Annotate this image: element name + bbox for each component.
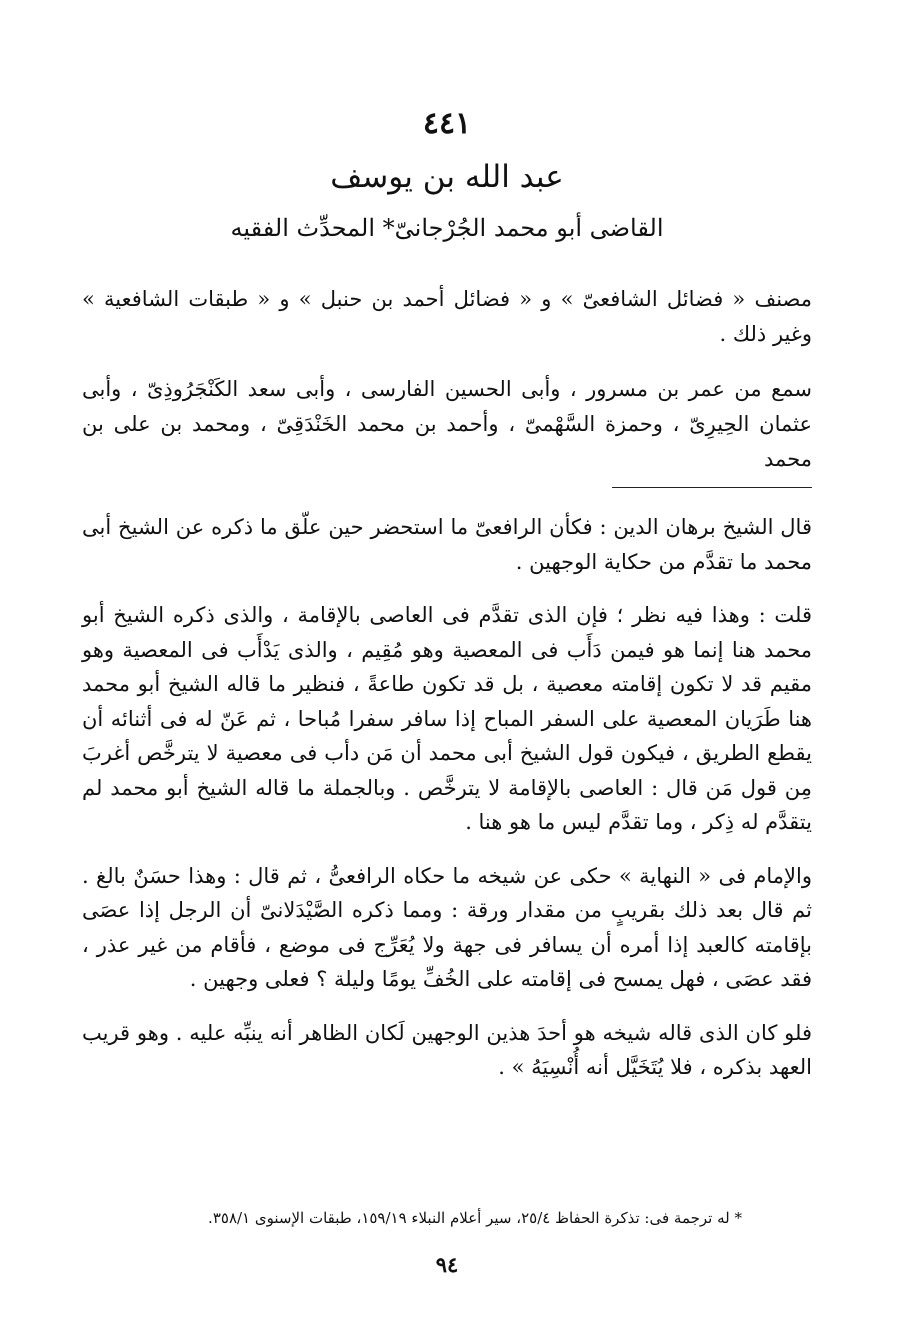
document-page (82, 0, 812, 1317)
body-paragraph: مصنف « فضائل الشافعىّ » و « فضائل أحمد بن حنبل » و « طبقات الشافعية » وغير ذلك . (82, 287, 812, 346)
note-paragraph: والإمام فى « النهاية » حكى عن شيخه ما حكاه الرافعىُّ ، ثم قال : وهذا حسَنٌ بالغ . ثم قال بعد ذلك بقريبٍ من مقدار ورقة : ومما ذكره الصَّيْدَلانىّ أن الرجل إذا عصَى بإقامته كالعبد إذا أمره أن يسافر فى جهة ولا يُعَرِّج فى موضع ، فأقام من غير عذر ، فقد عصَى ، فهل يمسح فى إقامته على الخُفِّ يومًا وليلة ؟ فعلى وجهين . (82, 863, 812, 991)
biography-footnote: * له ترجمة فى: تذكرة الحفاظ ٢٥/٤، سير أعلام النبلاء ١٥٩/١٩، طبقات الإسنوى ٣٥٨/١. (208, 1209, 742, 1227)
entry-title-subheading: القاضى أبو محمد الجُرْجانىّ* المحدِّث الفقيه (230, 214, 664, 242)
entry-name-heading: عبد الله بن يوسف (330, 159, 564, 195)
page-number: ٩٤ (435, 1252, 459, 1277)
notes-text (82, 510, 812, 1104)
note-paragraph: فلو كان الذى قاله شيخه هو أحدَ هذين الوجهين لَكان الظاهر أنه ينبِّه عليه . وهو قريب العهد بذكره ، فلا يُتَخَيَّل أنه أُنْسِيَهُ » . (82, 1020, 812, 1079)
footnote-divider (612, 487, 812, 488)
note-paragraph: قلت : وهذا فيه نظر ؛ فإن الذى تقدَّم فى العاصى بالإقامة ، والذى ذكره الشيخ أبو محمد هنا إنما هو فيمن دَأَب فى المعصية وهو مُقِيم ، والذى يَدْأَب فى المعصية وهو مقيم قد لا تكون إقامته معصية ، بل قد تكون طاعةً ، فنظير ما قاله الشيخ أبو محمد هنا طَرَيان المعصية على السفر المباح إذا سافر سفرا مُباحا ، ثم عَنّ له فى أثنائه أن يقطع الطريق ، فيكون قول الشيخ أبى محمد أن مَن دأب فى معصية لا يترخَّص أغربَ مِن قول مَن قال : العاصى بالإقامة لا يترخَّص . وبالجملة ما قاله الشيخ أبو محمد لم يتقدَّم له ذِكر ، وما تقدَّم ليس ما هو هنا . (82, 603, 812, 834)
entry-number: ٤٤١ (422, 106, 472, 141)
main-text (82, 282, 812, 497)
note-paragraph: قال الشيخ برهان الدين : فكأن الرافعىّ ما استحضر حين علّق ما ذكره عن الشيخ أبى محمد ما تقدَّم من حكاية الوجهين . (82, 515, 812, 574)
body-paragraph: سمع من عمر بن مسرور ، وأبى الحسين الفارسى ، وأبى سعد الكَنْجَرُوذِىّ ، وأبى عثمان الحِيرِىّ ، وحمزة السَّهْمىّ ، وأحمد بن محمد الخَنْدَقِىّ ، ومحمد بن على بن محمد (82, 377, 812, 471)
